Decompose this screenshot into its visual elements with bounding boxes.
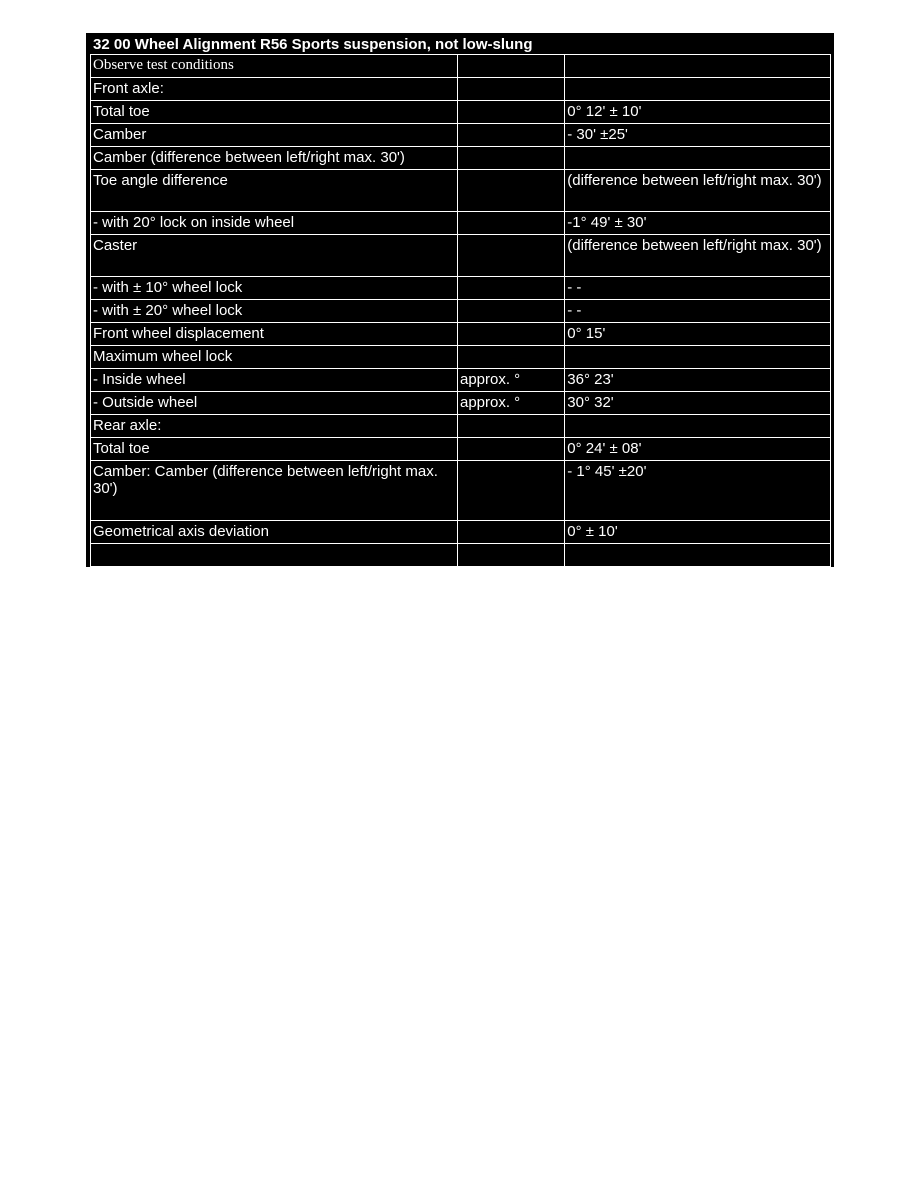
table-row [90, 300, 831, 323]
value-cell: - 30' ±25' [565, 124, 831, 147]
param-cell: Rear axle: [90, 415, 458, 438]
value-cell [565, 544, 831, 567]
qualifier-cell [458, 170, 565, 212]
param-cell: - with ± 10° wheel lock [90, 277, 458, 300]
value-cell: 0° 12' ± 10' [565, 101, 831, 124]
qualifier-cell [458, 124, 565, 147]
table-row [90, 170, 831, 212]
table-row [90, 415, 831, 438]
param-cell: - Outside wheel [90, 392, 458, 415]
qualifier-cell [458, 461, 565, 521]
table-row [90, 147, 831, 170]
table-row [90, 212, 831, 235]
value-cell [565, 415, 831, 438]
param-cell: Total toe [90, 438, 458, 461]
table-row [90, 521, 831, 544]
qualifier-cell [458, 147, 565, 170]
value-cell: 36° 23' [565, 369, 831, 392]
qualifier-cell [458, 521, 565, 544]
param-cell: Camber [90, 124, 458, 147]
param-cell: Caster [90, 235, 458, 277]
qualifier-cell [458, 544, 565, 567]
table-row [90, 124, 831, 147]
table-row [90, 544, 831, 567]
table-row [90, 101, 831, 124]
value-cell: 0° 24' ± 08' [565, 438, 831, 461]
qualifier-cell [458, 101, 565, 124]
value-cell: (difference between left/right max. 30') [565, 235, 831, 277]
qualifier-cell [458, 346, 565, 369]
param-cell: Geometrical axis deviation [90, 521, 458, 544]
value-cell: - 1° 45' ±20' [565, 461, 831, 521]
table-row [90, 235, 831, 277]
spec-table [90, 54, 831, 567]
param-cell: Front wheel displacement [90, 323, 458, 346]
value-cell: (difference between left/right max. 30') [565, 170, 831, 212]
value-cell [565, 78, 831, 101]
value-cell: -1° 49' ± 30' [565, 212, 831, 235]
qualifier-cell [458, 277, 565, 300]
param-cell: Camber: Camber (difference between left/right max. 30') [90, 461, 458, 521]
param-cell: Observe test conditions [90, 54, 458, 78]
table-row [90, 277, 831, 300]
value-cell: 0° ± 10' [565, 521, 831, 544]
value-cell [565, 346, 831, 369]
table-row [90, 438, 831, 461]
param-cell: - with 20° lock on inside wheel [90, 212, 458, 235]
spec-sheet [86, 33, 834, 567]
param-cell: Toe angle difference [90, 170, 458, 212]
qualifier-cell [458, 54, 565, 78]
qualifier-cell [458, 300, 565, 323]
table-row [90, 54, 831, 78]
table-row [90, 78, 831, 101]
qualifier-cell [458, 78, 565, 101]
value-cell: 0° 15' [565, 323, 831, 346]
qualifier-cell [458, 212, 565, 235]
param-cell [90, 544, 458, 567]
param-cell: - Inside wheel [90, 369, 458, 392]
param-cell: - with ± 20° wheel lock [90, 300, 458, 323]
qualifier-cell [458, 415, 565, 438]
value-cell: - - [565, 277, 831, 300]
qualifier-cell: approx. ° [458, 392, 565, 415]
param-cell: Front axle: [90, 78, 458, 101]
table-row [90, 369, 831, 392]
table-row [90, 323, 831, 346]
qualifier-cell [458, 323, 565, 346]
table-row [90, 392, 831, 415]
value-cell: - - [565, 300, 831, 323]
qualifier-cell [458, 235, 565, 277]
sheet-title: 32 00 Wheel Alignment R56 Sports suspension, not low-slung [93, 36, 533, 53]
param-cell: Camber (difference between left/right max. 30') [90, 147, 458, 170]
value-cell: 30° 32' [565, 392, 831, 415]
value-cell [565, 54, 831, 78]
value-cell [565, 147, 831, 170]
param-cell: Maximum wheel lock [90, 346, 458, 369]
table-row [90, 461, 831, 521]
param-cell: Total toe [90, 101, 458, 124]
qualifier-cell: approx. ° [458, 369, 565, 392]
qualifier-cell [458, 438, 565, 461]
table-row [90, 346, 831, 369]
